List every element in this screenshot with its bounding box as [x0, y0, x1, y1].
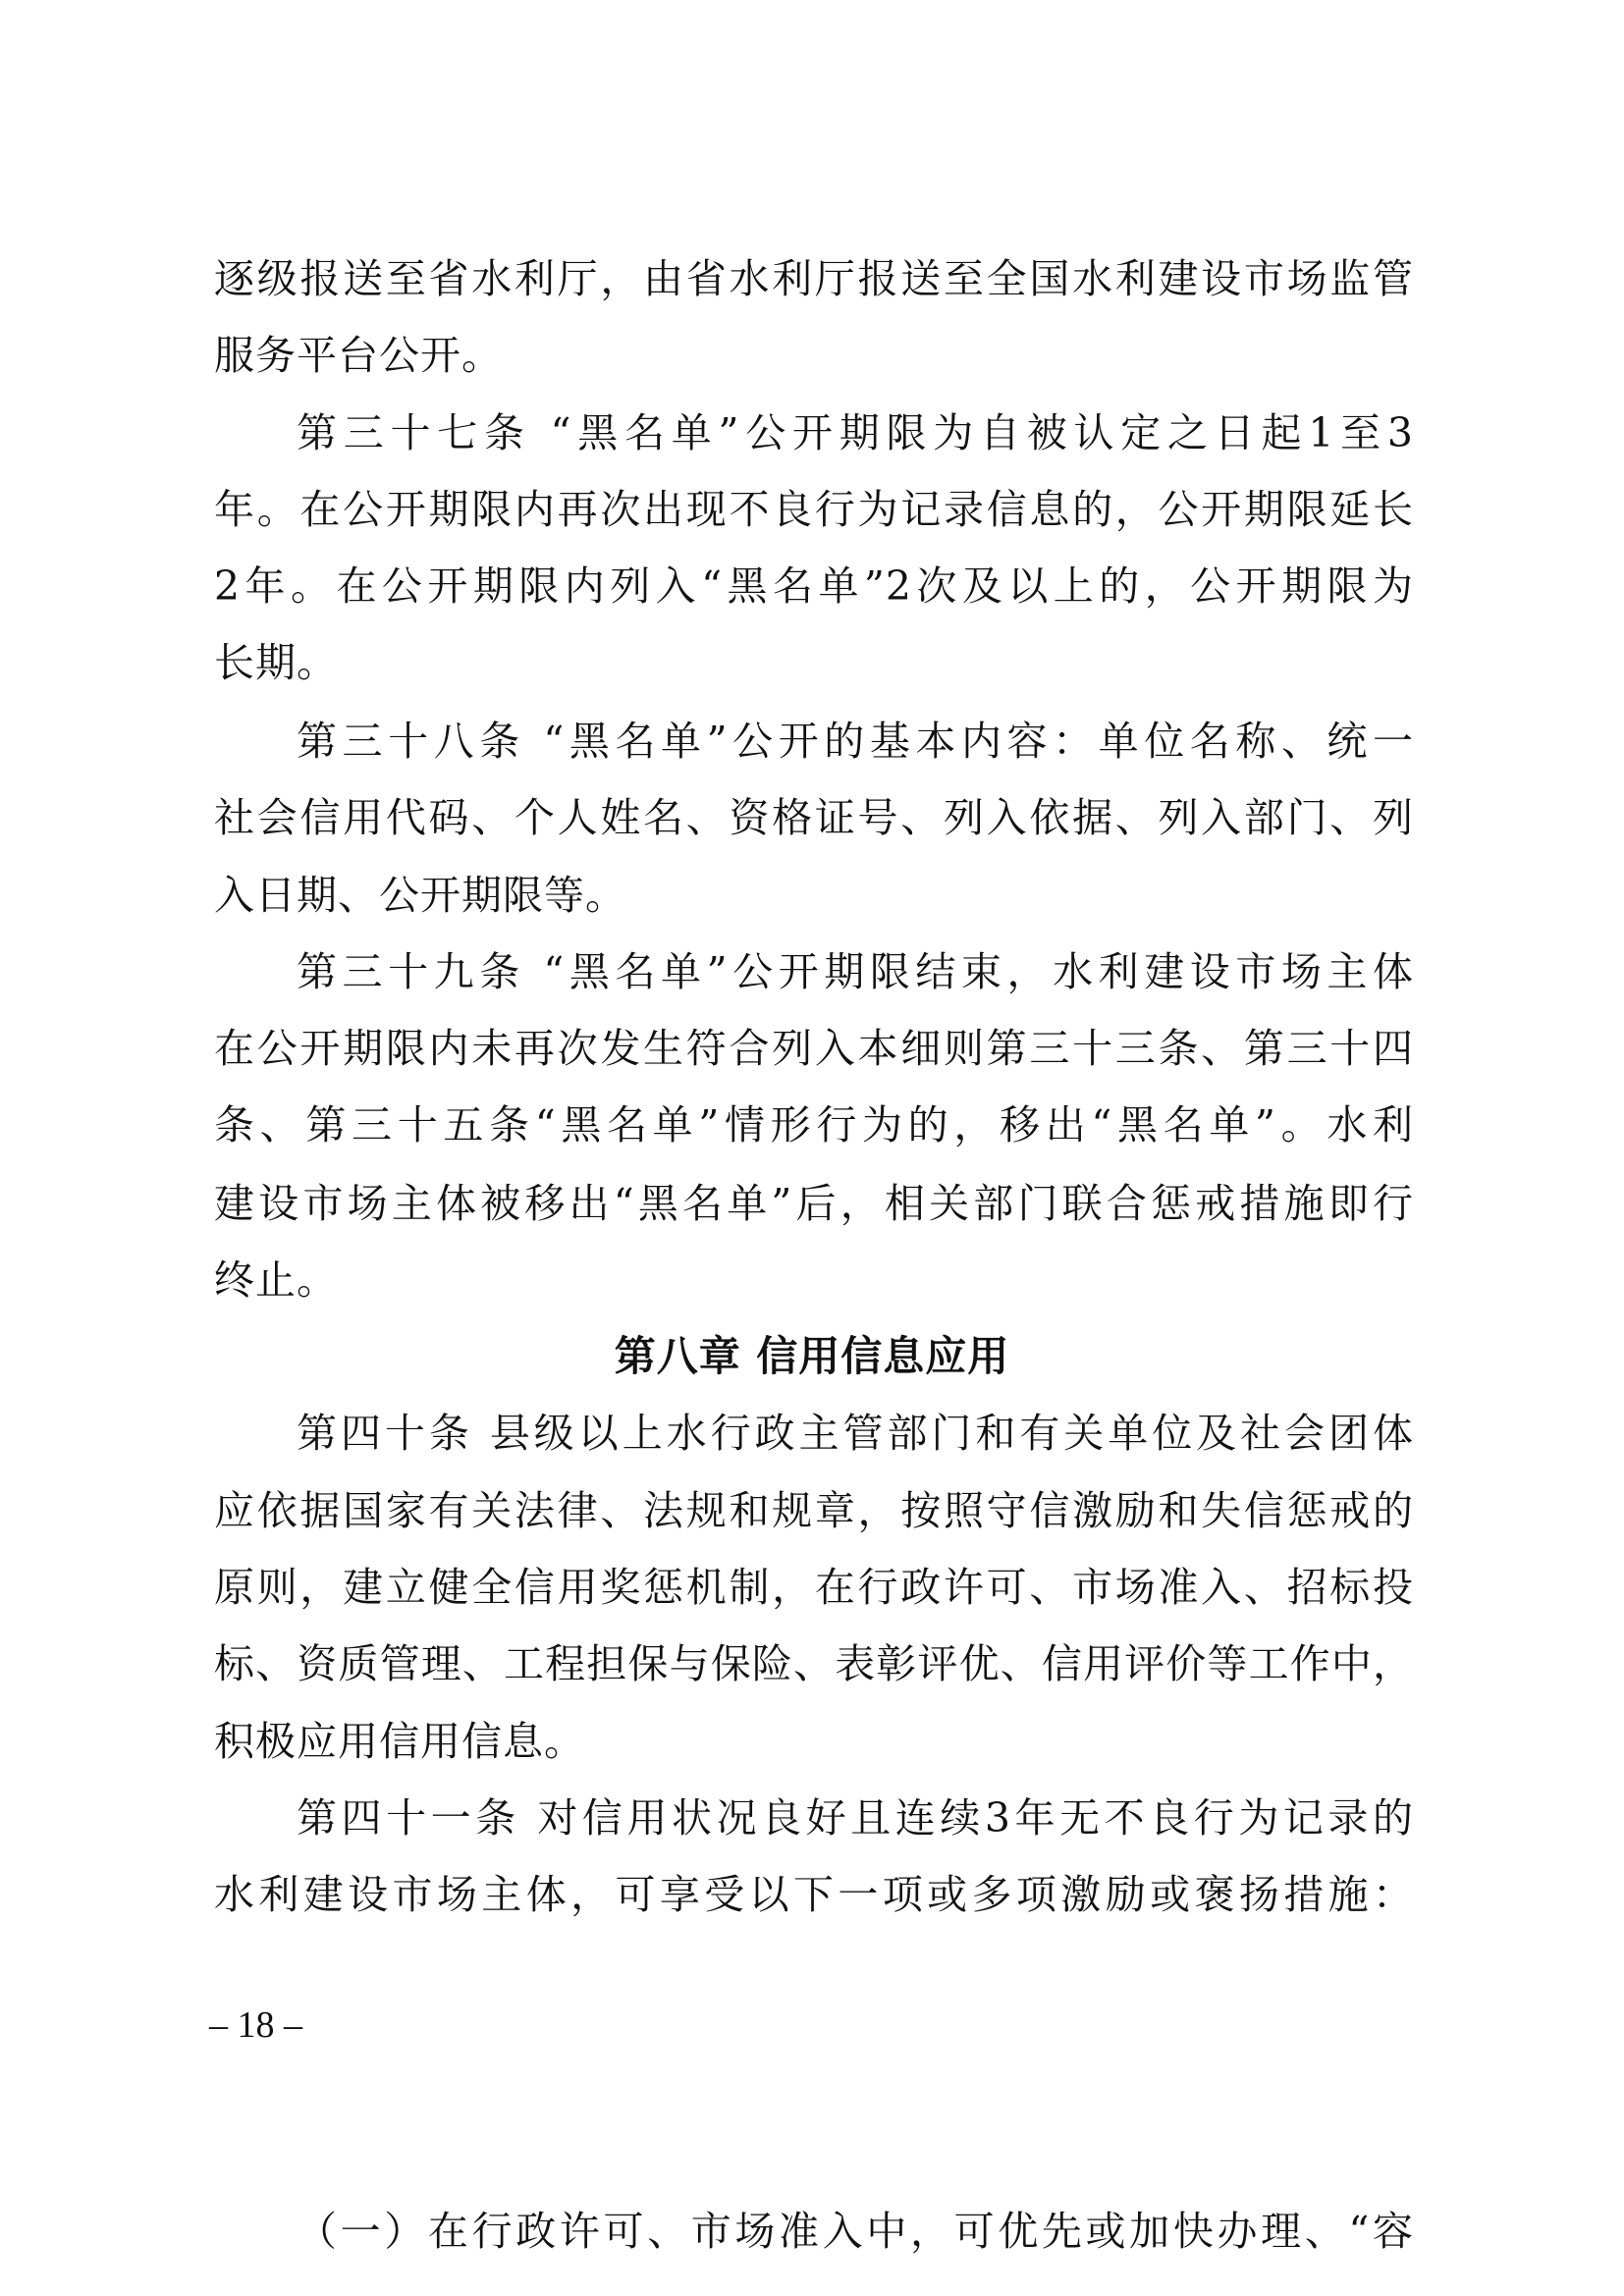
article-39-line: 终止。 — [214, 1256, 338, 1304]
article-40-line: 原则，建立健全信用奖惩机制，在行政许可、市场准入、招标投 — [214, 1564, 1414, 1611]
article-39-line: 在公开期限内未再次发生符合列入本细则第三十三条、第三十四 — [214, 1025, 1414, 1072]
article-38-line: 第三十八条 “黑名单”公开的基本内容：单位名称、统一 — [297, 718, 1414, 765]
article-41-line: 水利建设市场主体，可享受以下一项或多项激励或褒扬措施： — [214, 1871, 1414, 1918]
chapter-heading: 第八章 信用信息应用 — [614, 1332, 1010, 1380]
article-38-line: 入日期、公开期限等。 — [214, 872, 626, 919]
article-40-line: 应依据国家有关法律、法规和规章，按照守信激励和失信惩戒的 — [214, 1487, 1414, 1534]
article-37-line: 长期。 — [214, 639, 338, 686]
article-39-line: 建设市场主体被移出“黑名单”后，相关部门联合惩戒措施即行 — [214, 1180, 1414, 1227]
article-41-line: 第四十一条 对信用状况良好且连续3年无不良行为记录的 — [297, 1794, 1414, 1842]
article-39-line: 第三十九条 “黑名单”公开期限结束，水利建设市场主体 — [297, 948, 1414, 995]
article-40-line: 第四十条 县级以上水行政主管部门和有关单位及社会团体 — [297, 1410, 1414, 1457]
article-37-line: 年。在公开期限内再次出现不良行为记录信息的，公开期限延长 — [214, 486, 1414, 533]
list-item-line: （一）在行政许可、市场准入中，可优先或加快办理、“容 — [297, 2208, 1414, 2255]
article-38-line: 社会信用代码、个人姓名、资格证号、列入依据、列入部门、列 — [214, 794, 1414, 841]
article-40-line: 积极应用信用信息。 — [214, 1718, 585, 1765]
article-40-line: 标、资质管理、工程担保与保险、表彰评优、信用评价等工作中， — [214, 1640, 1414, 1687]
body-line: 服务平台公开。 — [214, 332, 503, 379]
article-37-line: 第三十七条 “黑名单”公开期限为自被认定之日起1至3 — [297, 409, 1414, 456]
page-number: – 18 – — [209, 2004, 302, 2046]
article-37-line: 2年。在公开期限内列入“黑名单”2次及以上的，公开期限为 — [214, 562, 1414, 610]
body-line: 逐级报送至省水利厅，由省水利厅报送至全国水利建设市场监管 — [214, 255, 1414, 302]
article-39-line: 条、第三十五条“黑名单”情形行为的，移出“黑名单”。水利 — [214, 1101, 1414, 1148]
